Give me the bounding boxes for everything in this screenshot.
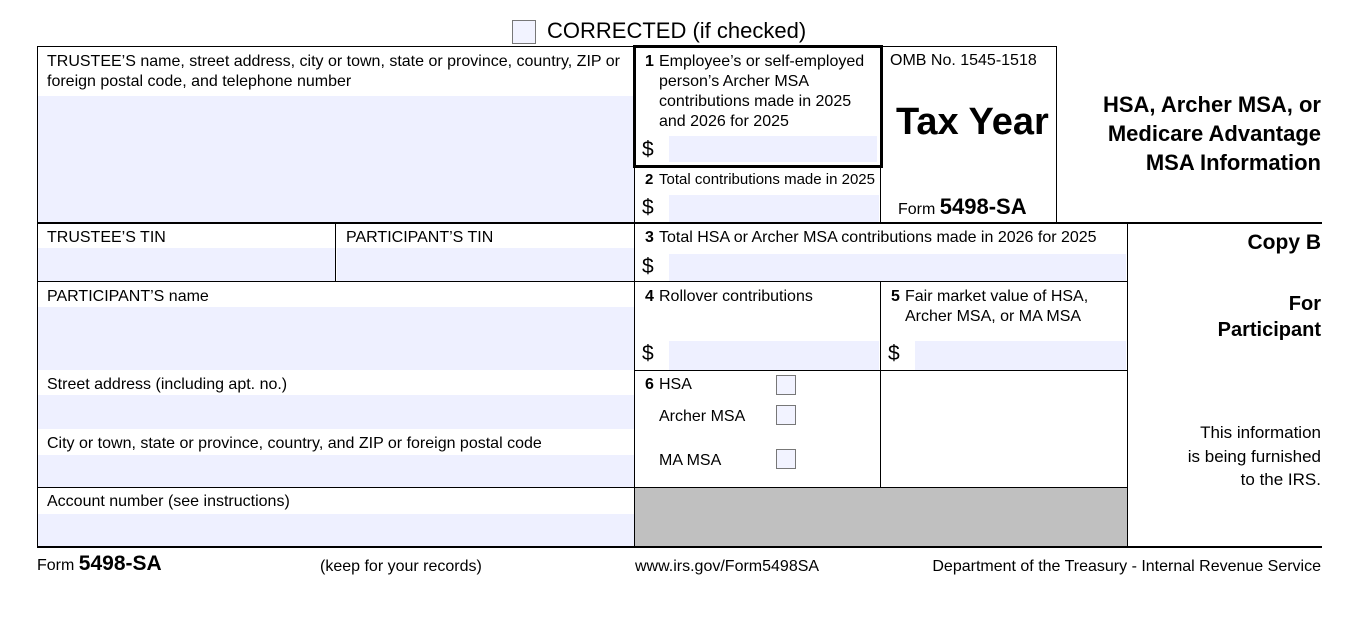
box2-amount-field[interactable] — [669, 195, 879, 222]
box6-hsa-checkbox[interactable] — [776, 375, 796, 395]
copy-participant: Participant — [1217, 319, 1321, 341]
tax-year: Tax Year — [896, 101, 1049, 143]
copy-title: Copy B — [1247, 231, 1321, 254]
city-label: City or town, state or province, country, and ZIP or foreign postal code — [47, 435, 542, 452]
box6-archer-label: Archer MSA — [659, 408, 746, 425]
shaded-area — [635, 488, 1127, 546]
col-divider-box5 — [880, 282, 881, 488]
footer-url[interactable]: www.irs.gov/Form5498SA — [635, 558, 820, 575]
participant-tin-label: PARTICIPANT’S TIN — [346, 229, 494, 246]
box3-number: 3 — [645, 229, 654, 246]
street-address-field[interactable] — [38, 395, 634, 429]
box3-label: Total HSA or Archer MSA contributions made in 2026 for 2025 — [659, 229, 1097, 246]
trustee-tin-label: TRUSTEE’S TIN — [47, 229, 166, 246]
box2-label: Total contributions made in 2025 — [659, 171, 875, 188]
box6-number: 6 — [645, 376, 654, 393]
box5-amount-field[interactable] — [915, 341, 1126, 370]
row-divider-4 — [37, 487, 1127, 488]
box1-dollar: $ — [642, 138, 654, 161]
row-divider-1 — [37, 222, 1322, 224]
street-address-label: Street address (including apt. no.) — [47, 376, 288, 393]
row-divider-2 — [37, 281, 1127, 282]
box4-dollar: $ — [642, 342, 654, 365]
copy-for: For — [1288, 293, 1321, 315]
form-title-line3: MSA Information — [1145, 150, 1321, 175]
footer-keep: (keep for your records) — [320, 558, 482, 575]
info-line3: to the IRS. — [1240, 470, 1321, 489]
box5-dollar: $ — [888, 342, 900, 365]
box6-mamsa-checkbox[interactable] — [776, 449, 796, 469]
box3-dollar: $ — [642, 255, 654, 278]
form-top-border — [37, 46, 1057, 47]
info-line1: This information — [1200, 423, 1321, 442]
participant-name-label: PARTICIPANT’S name — [47, 288, 209, 305]
account-number-label: Account number (see instructions) — [47, 493, 290, 510]
form-left-border — [37, 46, 38, 547]
box6-archer-checkbox[interactable] — [776, 405, 796, 425]
info-line2: is being furnished — [1187, 447, 1321, 466]
box1-label: Employee’s or self-employed person’s Archer MSA contributions made in 2025 and 2026 for 2025 — [659, 53, 865, 130]
footer-form-number: 5498-SA — [78, 552, 162, 575]
trustee-tin-field[interactable] — [38, 248, 335, 281]
box6-mamsa-label: MA MSA — [659, 452, 722, 469]
participant-name-field[interactable] — [38, 307, 634, 370]
footer-form-prefix: Form — [37, 557, 75, 574]
form-number: 5498-SA — [939, 194, 1027, 219]
box3-amount-field[interactable] — [669, 254, 1126, 281]
row-divider-3 — [635, 370, 1127, 371]
box4-amount-field[interactable] — [669, 341, 879, 370]
box2-number: 2 — [645, 171, 654, 188]
col-divider-right — [1127, 222, 1128, 547]
participant-tin-field[interactable] — [337, 248, 634, 281]
box4-label: Rollover contributions — [659, 288, 813, 305]
corrected-checkbox[interactable] — [512, 20, 536, 44]
footer-form-label — [37, 551, 162, 579]
corrected-label: CORRECTED (if checked) — [547, 18, 807, 43]
box5-number: 5 — [891, 288, 900, 305]
omb-number: OMB No. 1545-1518 — [890, 52, 1037, 69]
box2-dollar: $ — [642, 196, 654, 219]
footer-dept: Department of the Treasury - Internal Revenue Service — [932, 558, 1321, 575]
form-bottom-border — [37, 546, 1322, 548]
box5-label: Fair market value of HSA, Archer MSA, or MA MSA — [905, 288, 1089, 325]
form-title-line1: HSA, Archer MSA, or — [1102, 92, 1321, 117]
box4-number: 4 — [645, 288, 654, 305]
form-prefix: Form — [898, 201, 936, 218]
trustee-name-label: TRUSTEE’S name, street address, city or town, state or province, country, ZIP or foreign postal code, and telephone number — [47, 53, 620, 90]
form-label-header — [898, 194, 1027, 223]
account-number-field[interactable] — [38, 514, 634, 546]
box6-hsa-label: HSA — [659, 376, 692, 393]
col-divider-title — [1056, 46, 1057, 223]
col-divider-tin — [335, 222, 336, 282]
form-title-line2: Medicare Advantage — [1107, 121, 1321, 146]
box1-number: 1 — [645, 53, 654, 70]
trustee-name-field[interactable] — [38, 96, 634, 222]
city-field[interactable] — [38, 455, 634, 488]
